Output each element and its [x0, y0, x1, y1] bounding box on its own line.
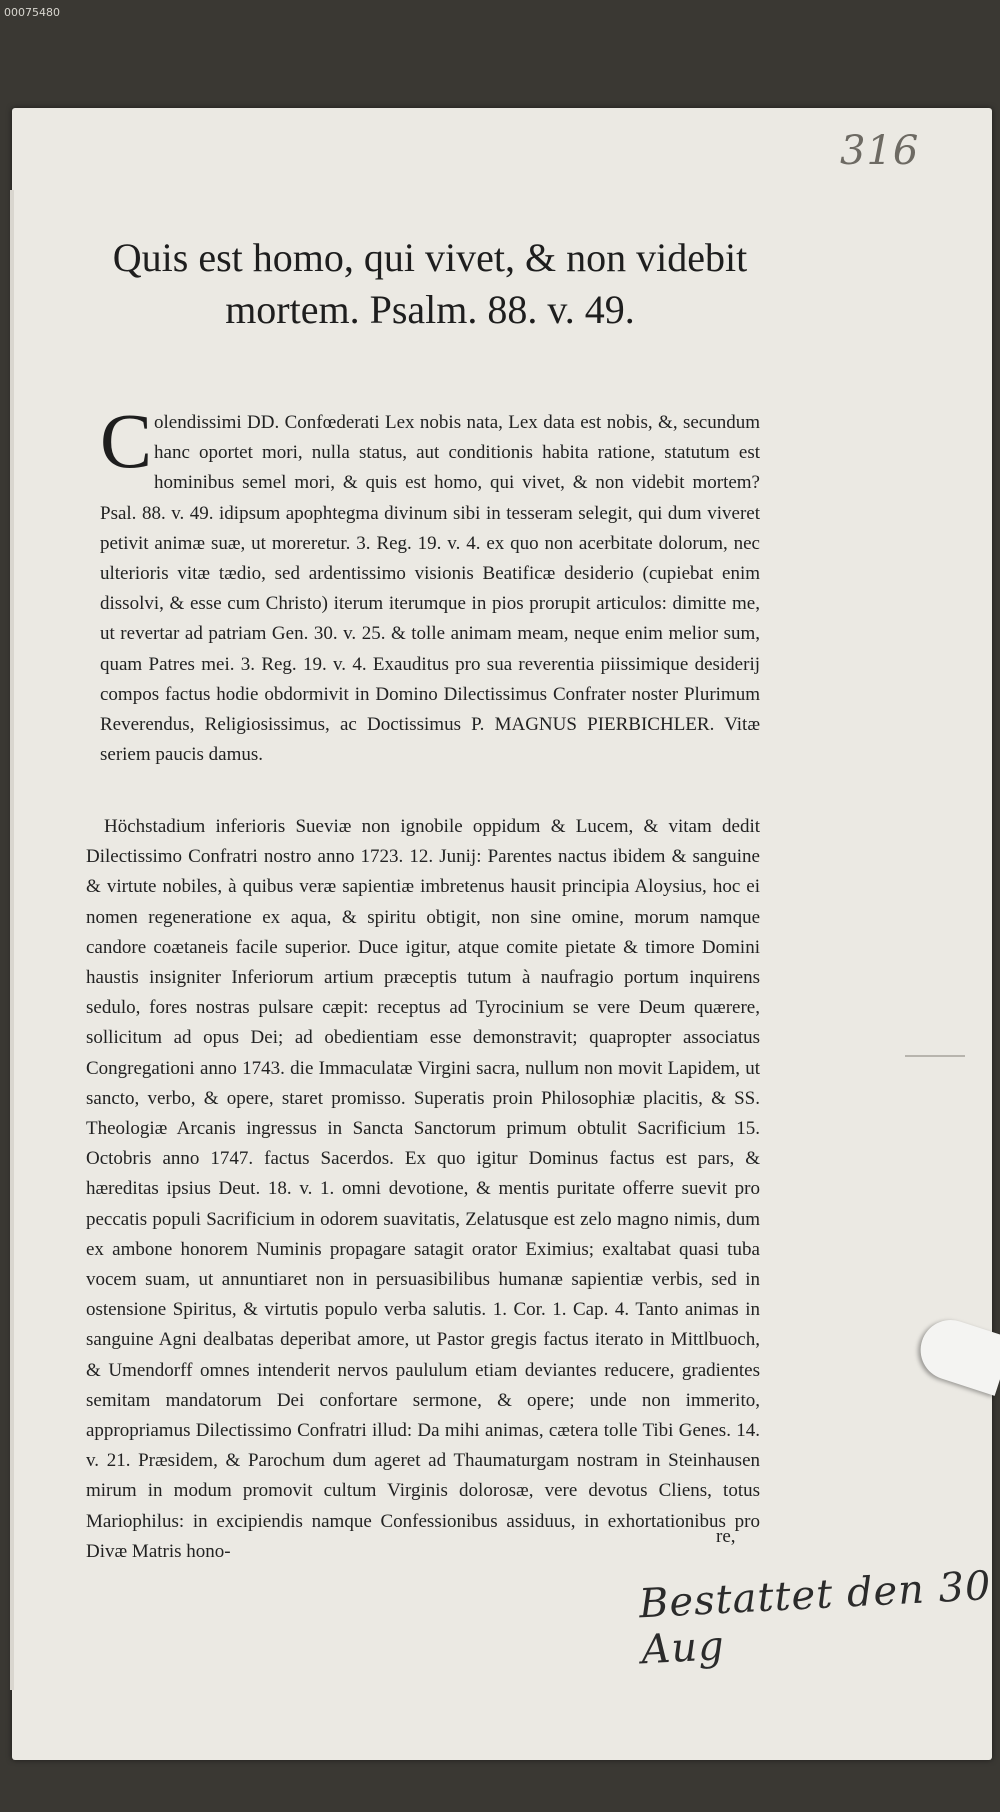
page-number-handwritten: 316: [840, 128, 920, 174]
catchword: re,: [716, 1526, 736, 1547]
paragraph-intro-text: olendissimi DD. Confœderati Lex nobis nata, Lex data est nobis, &, secundum hanc oportet mori, nulla status, aut conditionis habita ratione, statutum est hominibus semel mori, & quis est homo, qui vivet, & non videbit mortem? Psal. 88. v. 49. idipsum apophtegma divinum sibi in tesseram selegit, qui dum viveret petivit animæ suæ, ut moreretur. 3. Reg. 19. v. 4. ex quo non acerbitate dolorum, nec ulterioris vitæ tædio, sed ardentissimo visionis Beatificæ desiderio (cupiebat enim dissolvi, & esse cum Christo) iterum iterumque in pios prorupit articulos: dimitte me, ut revertar ad patriam Gen. 30. v. 25. & tolle animam meam, neque enim melior sum, quam Patres mei. 3. Reg. 19. v. 4. Exauditus pro sua reverentia piissimique desiderij compos factus hodie obdormivit in Domino Dilectissimus Confrater noster Plurimum Reverendus, Religiosissimus, ac Doctissimus P. MAGNUS PIERBICHLER. Vitæ seriem paucis damus.: [100, 412, 760, 766]
handwritten-burial-note: Bestattet den 30 Aug: [637, 1563, 993, 1674]
title-line-2: mortem. Psalm. 88. v. 49.: [225, 287, 635, 332]
page-title: [40, 232, 820, 336]
drop-cap: C: [100, 397, 153, 484]
paragraph-intro: [100, 397, 760, 770]
frame-id: 00075480: [4, 6, 60, 19]
paper-crease: [905, 1055, 965, 1057]
paragraph-biography-text: Höchstadium inferioris Sueviæ non ignobile oppidum & Lucem, & vitam dedit Dilectissimo Confratri nostro anno 1723. 12. Junij: Parentes nactus ibidem & sanguine & virtute nobiles, à quibus veræ sapientiæ imbretenus hausit principia Aloysius, hoc ei nomen regeneratione ex aqua, & spiritu obtigit, non sine omine, morum namque candore coætaneis facile superior. Duce igitur, atque comite pietate & timore Domini haustis insigniter Inferiorum artium præceptis tutum à naufragio portum inquirens sedulo, fores nostras pulsare cæpit: receptus ad Tyrocinium se vere Deum quærere, sollicitum ad opus Dei; ad obedientiam esse demonstravit; quapropter associatus Congregationi anno 1743. die Immaculatæ Virgini sacra, nullum non movit Lapidem, ut sancto, verbo, & opere, staret promisso. Superatis proin Philosophiæ placitis, & SS. Theologiæ Arcanis ingressus in Sancta Sanctorum primum obtulit Sacrificium 15. Octobris anno 1747. factus Sacerdos. Ex quo igitur Dominus factus est pars, & hæreditas ipsius Deut. 18. v. 1. omni devotione, & mentis puritate offerre suevit pro peccatis populi Sacrificium in odorem suavitatis, Zelatusque est zelo magno nimis, dum ex ambone honorem Numinis propagare satagit orator Eximius; exaltabat quasi tuba vocem suam, ut annuntiaret non in persuasibilibus humanæ sapientiæ verbis, sed in ostensione Spiritus, & virtutis populo verba salutis. 1. Cor. 1. Cap. 4. Tanto animas in sanguine Agni dealbatas deperibat amore, ut Pastor gregis factus iterato in Mittlbuoch, & Umendorff omnes intenderit nervos paululum etiam deviantes reducere, gradientes semitam mandatorum Dei confortare sermone, & opere; unde non immerito, appropriamus Dilectissimo Confratri illud: Da mihi animas, cætera tolle Tibi Genes. 14. v. 21. Præsidem, & Parochum dum ageret ad Thaumaturgam nostram in Steinhausen mirum in modum promovit cultum Virginis dolorosæ, vere devotus Cliens, totus Mariophilus: in excipiendis namque Confessionibus assiduus, in exhortationibus pro Divæ Matris hono-: [86, 816, 760, 1562]
title-line-1: Quis est homo, qui vivet, & non videbit: [112, 235, 748, 280]
paragraph-biography: [86, 812, 760, 1567]
paper-edge: [10, 190, 14, 1690]
